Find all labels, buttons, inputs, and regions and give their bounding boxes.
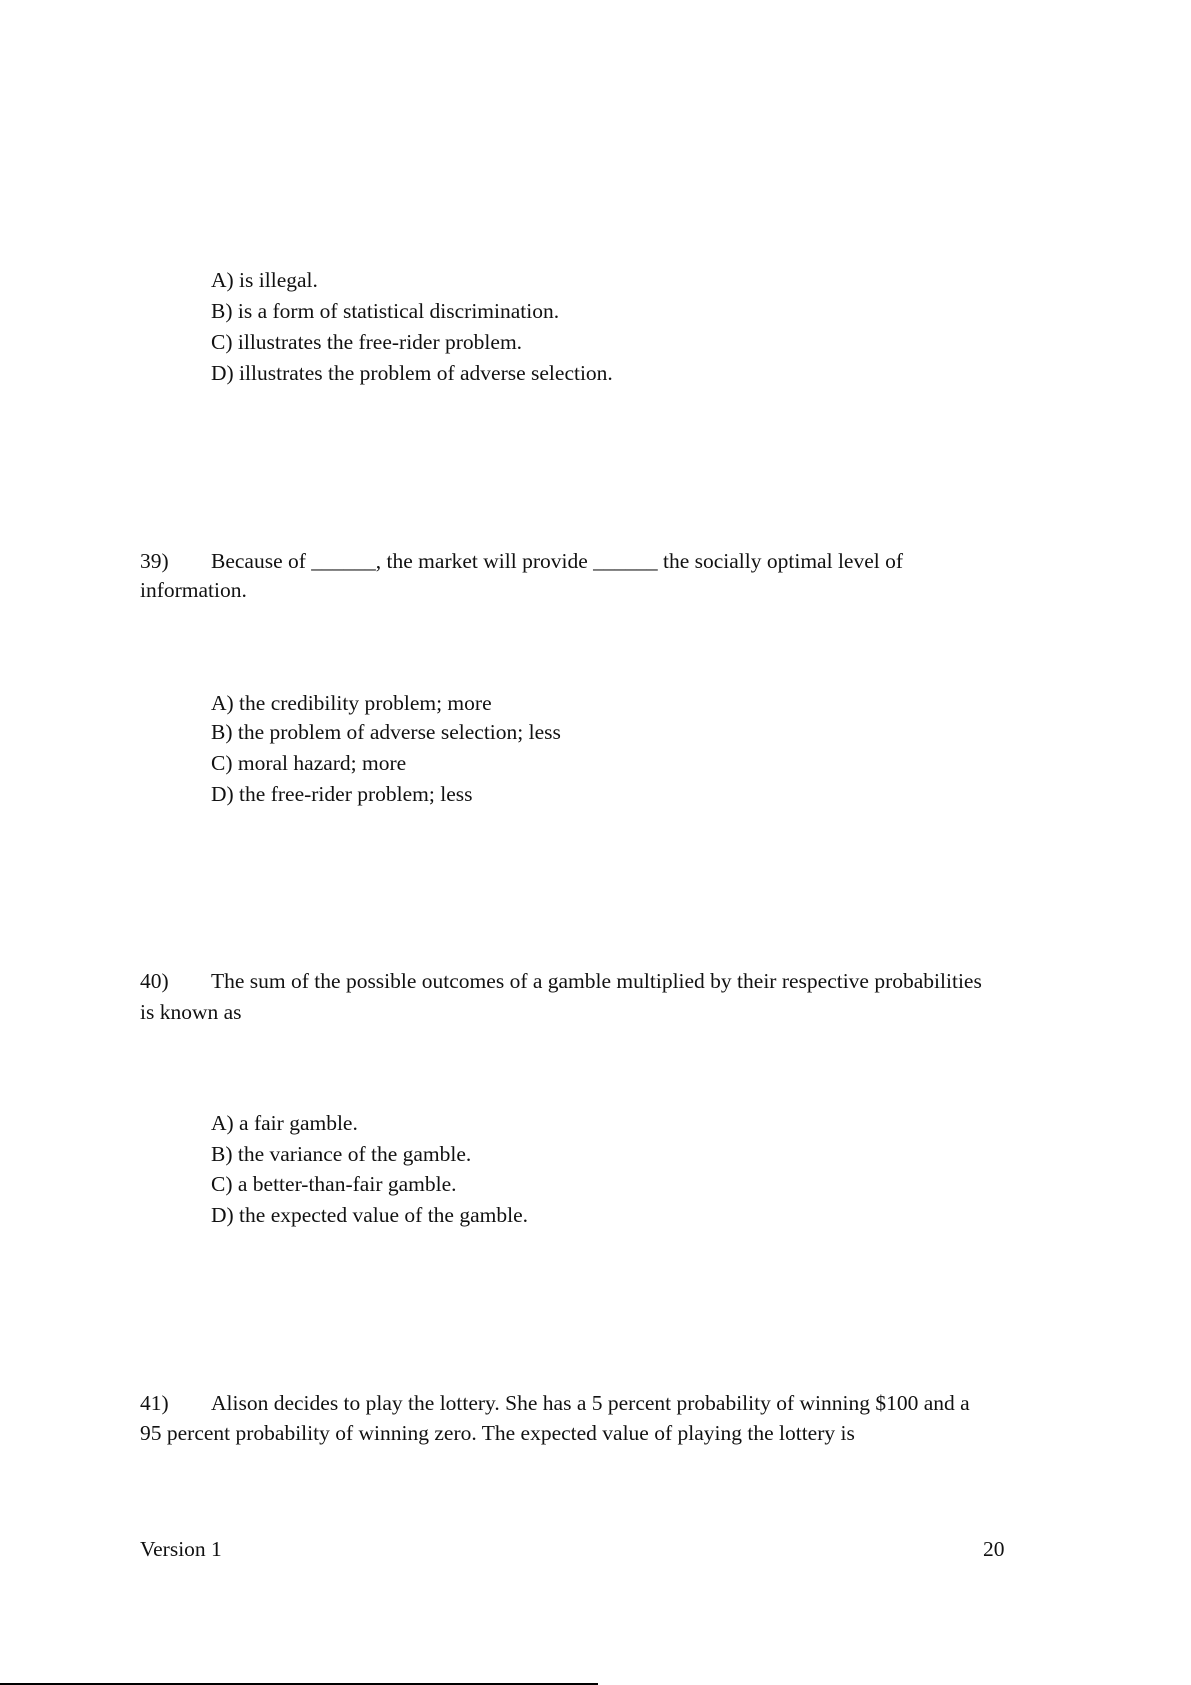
question-text: Because of ______, the market will provide ______ the socially optimal level of (211, 549, 904, 573)
option-a: A) the credibility problem; more (211, 691, 492, 715)
footer-page-number: 20 (983, 1537, 1005, 1561)
option-b: B) the problem of adverse selection; less (211, 720, 561, 744)
question-number: 41) (140, 1391, 169, 1415)
option-d: D) the expected value of the gamble. (211, 1203, 528, 1227)
question-text: Alison decides to play the lottery. She has a 5 percent probability of winning $100 and a (211, 1391, 970, 1415)
option-d: D) illustrates the problem of adverse selection. (211, 361, 613, 385)
option-c: C) moral hazard; more (211, 751, 407, 775)
option-a: A) a fair gamble. (211, 1111, 358, 1135)
option-a: A) is illegal. (211, 268, 318, 292)
option-b: B) is a form of statistical discrimination. (211, 299, 560, 323)
option-b: B) the variance of the gamble. (211, 1142, 472, 1166)
question-number: 40) (140, 969, 169, 993)
question-text-cont: is known as (140, 1000, 242, 1024)
question-number: 39) (140, 549, 169, 573)
option-c: C) a better-than-fair gamble. (211, 1172, 457, 1196)
footer-version: Version 1 (140, 1537, 222, 1561)
option-c: C) illustrates the free-rider problem. (211, 330, 523, 354)
question-text-cont: information. (140, 578, 247, 602)
question-text: The sum of the possible outcomes of a gamble multiplied by their respective probabilities (211, 969, 982, 993)
question-text-cont: 95 percent probability of winning zero. The expected value of playing the lottery is (140, 1421, 855, 1445)
option-d: D) the free-rider problem; less (211, 782, 473, 806)
